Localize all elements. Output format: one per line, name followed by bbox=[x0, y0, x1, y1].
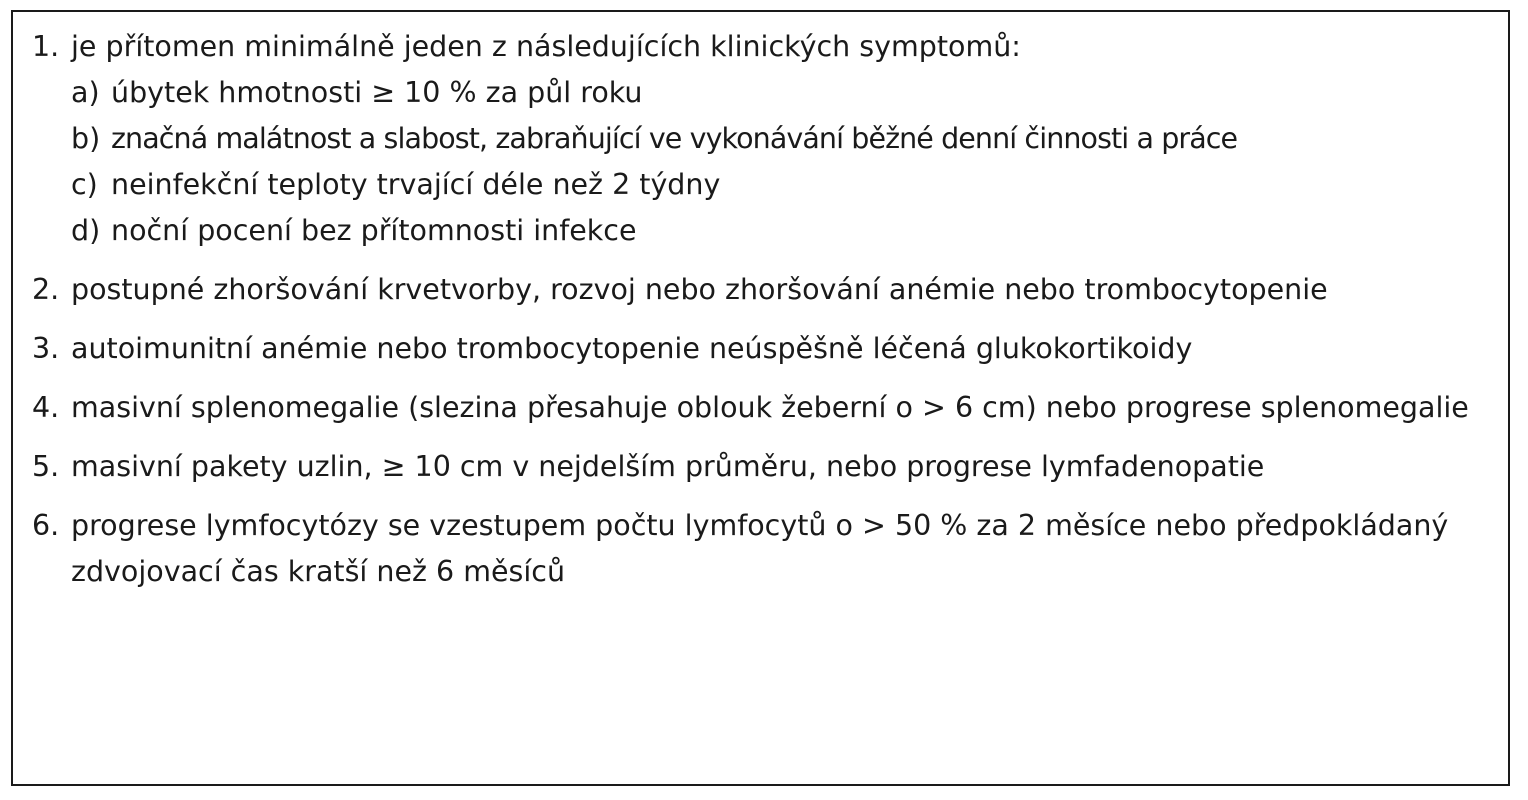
subitem-c bbox=[71, 162, 1488, 208]
item-number: 4. bbox=[32, 391, 60, 424]
item-number: 6. bbox=[32, 509, 60, 542]
criteria-item-1 bbox=[32, 24, 1488, 254]
criteria-item-3 bbox=[32, 326, 1488, 372]
subitem-letter: d) bbox=[71, 214, 101, 247]
criteria-item-6 bbox=[32, 503, 1488, 595]
item-text: masivní pakety uzlin, ≥ 10 cm v nejdelším průměru, nebo progrese lymfadenopatie bbox=[71, 450, 1265, 483]
item-text: je přítomen minimálně jeden z následujících klinických symptomů: bbox=[71, 30, 1021, 63]
item-number: 5. bbox=[32, 450, 60, 483]
item-text: postupné zhoršování krvetvorby, rozvoj nebo zhoršování anémie nebo trombocytopenie bbox=[71, 273, 1328, 306]
criteria-item-2 bbox=[32, 267, 1488, 313]
subitem-a bbox=[71, 70, 1488, 116]
criteria-item-4 bbox=[32, 385, 1488, 431]
criteria-item-5 bbox=[32, 444, 1488, 490]
subitem-d bbox=[71, 208, 1488, 254]
subitem-text: úbytek hmotnosti ≥ 10 % za půl roku bbox=[111, 76, 643, 109]
symptom-sublist bbox=[71, 70, 1488, 254]
subitem-letter: a) bbox=[71, 76, 100, 109]
subitem-text: značná malátnost a slabost, zabraňující ve vykonávání běžné denní činnosti a práce bbox=[111, 122, 1238, 155]
subitem-letter: c) bbox=[71, 168, 98, 201]
item-body bbox=[71, 24, 1488, 254]
item-text: progrese lymfocytózy se vzestupem počtu lymfocytů o > 50 % za 2 měsíce nebo předpokládaný zdvojovací čas kratší než 6 měsíců bbox=[71, 509, 1449, 588]
item-text: masivní splenomegalie (slezina přesahuje oblouk žeberní o > 6 cm) nebo progrese splenomegalie bbox=[71, 391, 1469, 424]
item-number: 1. bbox=[32, 30, 60, 63]
item-text: autoimunitní anémie nebo trombocytopenie neúspěšně léčená glukokortikoidy bbox=[71, 332, 1193, 365]
subitem-letter: b) bbox=[71, 122, 101, 155]
item-number: 3. bbox=[32, 332, 60, 365]
item-number: 2. bbox=[32, 273, 60, 306]
subitem-b bbox=[71, 116, 1488, 162]
subitem-text: noční pocení bez přítomnosti infekce bbox=[111, 214, 637, 247]
subitem-text: neinfekční teploty trvající déle než 2 týdny bbox=[111, 168, 721, 201]
criteria-list bbox=[32, 24, 1488, 595]
